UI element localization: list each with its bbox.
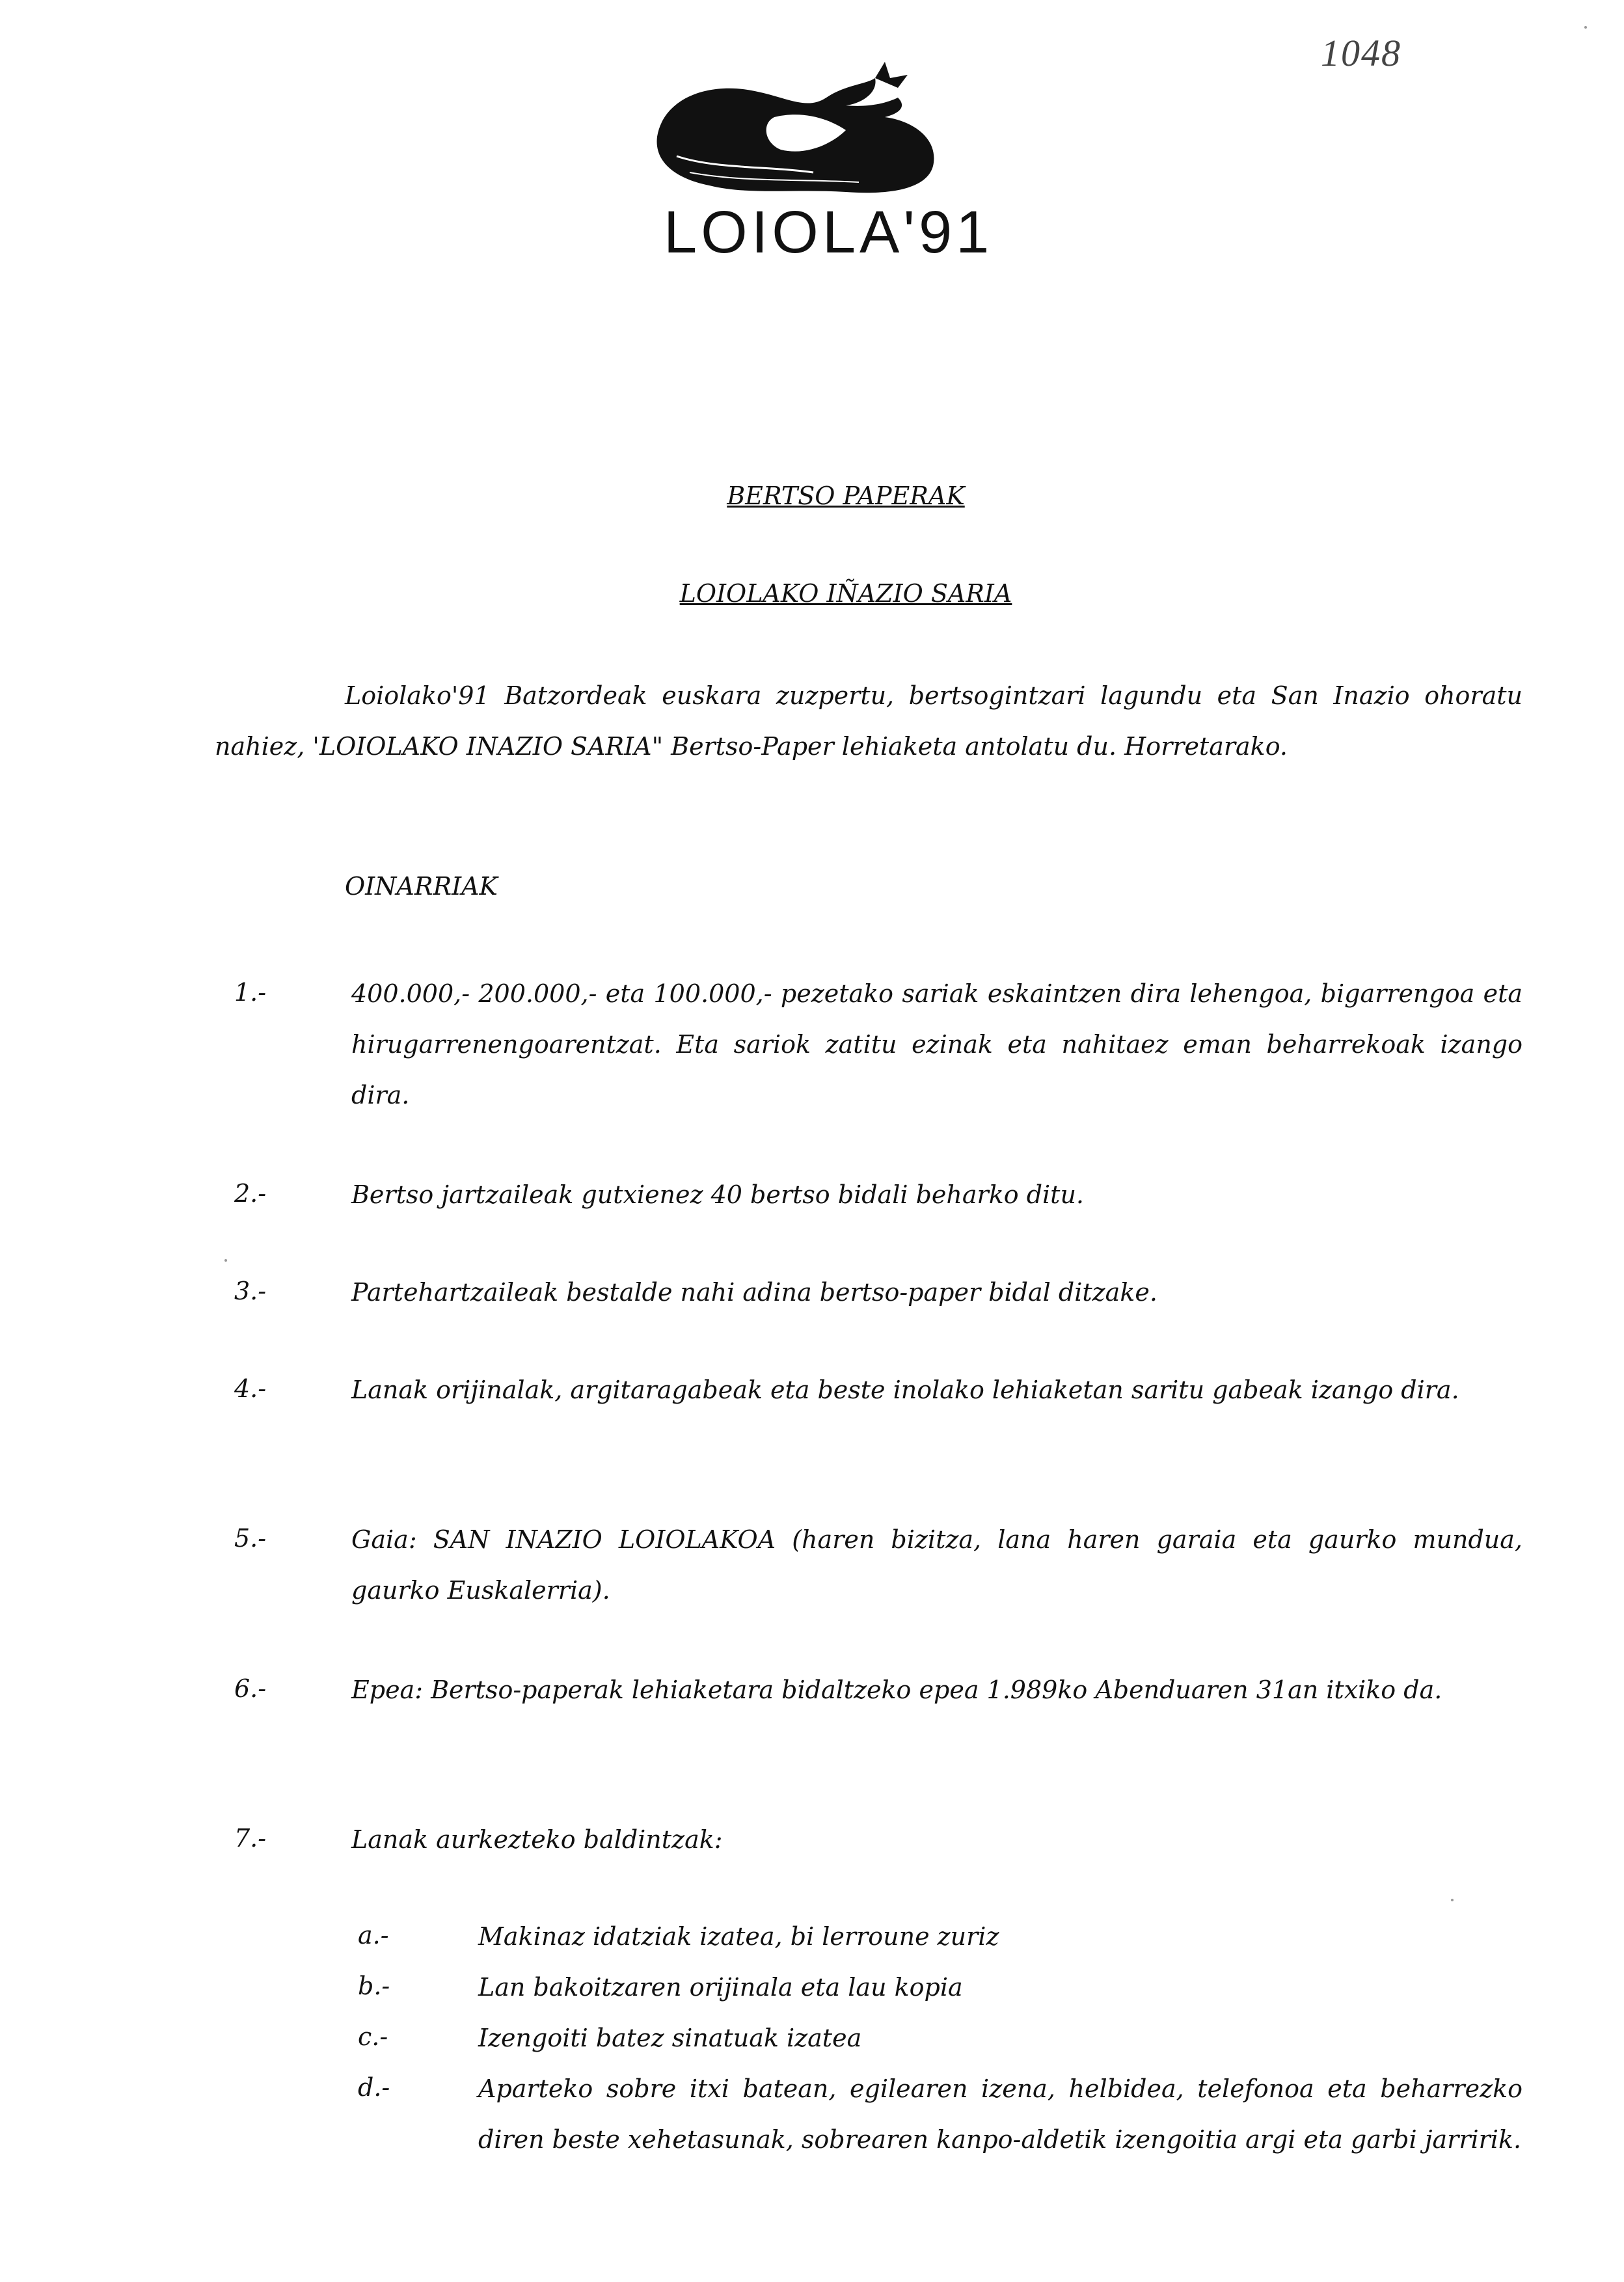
item-text: Lanak orijinalak, argitaragabeak eta beste inolako lehiaketan saritu gabeak izango dira.	[351, 1376, 1459, 1404]
item-text: 400.000,- 200.000,- eta 100.000,- pezetako sariak eskaintzen dira lehengoa, bigarrengoa eta hirugarrenengoarentzat. Eta sariok zatitu ezinak eta nahitaez eman beharrekoak izango dira.	[351, 979, 1522, 1109]
subitem-text: Izengoiti batez sinatuak izatea	[478, 2024, 862, 2052]
scan-speck	[224, 1259, 227, 1262]
item-text: Epea: Bertso-paperak lehiaketara bidaltzeko epea 1.989ko Abenduaren 31an itxiko da.	[351, 1676, 1442, 1704]
item-number: 3.-	[234, 1277, 267, 1305]
item-number: 4.-	[234, 1374, 267, 1403]
document-title: BERTSO PAPERAK	[727, 482, 965, 510]
item-text: Gaia: SAN INAZIO LOIOLAKOA (haren bizitza, lana haren garaia eta gaurko mundua, gaurko Euskalerria).	[351, 1525, 1522, 1605]
item-text: Lanak aurkezteko baldintzak:	[351, 1825, 723, 1854]
handwritten-page-number: 1048	[1321, 32, 1401, 74]
scan-speck	[1584, 26, 1587, 29]
item-text: Bertso jartzaileak gutxienez 40 bertso bidali beharko ditu.	[351, 1180, 1084, 1209]
subitem-letter: b.-	[358, 1972, 390, 2000]
subitem-text: Makinaz idatziak izatea, bi lerroune zuriz	[478, 1922, 999, 1951]
scan-speck	[1451, 1899, 1454, 1901]
logo-text: LOIOLA'91	[664, 199, 994, 265]
intro-paragraph	[215, 670, 1522, 772]
subitem-letter: a.-	[358, 1921, 389, 1949]
subitem-letter: c.-	[358, 2022, 388, 2051]
loiola-logo	[651, 59, 950, 208]
item-number: 6.-	[234, 1674, 267, 1703]
document-subtitle: LOIOLAKO IÑAZIO SARIA	[679, 579, 1012, 608]
subitem-letter: d.-	[358, 2073, 390, 2102]
item-number: 2.-	[234, 1179, 267, 1208]
subitem-text: Aparteko sobre itxi batean, egilearen izena, helbidea, telefonoa eta beharrezko diren beste xehetasunak, sobrearen kanpo-aldetik izengoitia argi eta garbi jarririk.	[478, 2074, 1522, 2154]
item-text: Partehartzaileak bestalde nahi adina bertso-paper bidal ditzake.	[351, 1278, 1157, 1307]
item-number: 7.-	[234, 1824, 267, 1853]
subitem-text: Lan bakoitzaren orijinala eta lau kopia	[478, 1973, 963, 2002]
item-number: 1.-	[234, 978, 267, 1007]
item-number: 5.-	[234, 1524, 267, 1553]
intro-text: Loiolako'91 Batzordeak euskara zuzpertu, bertsogintzari lagundu eta San Inazio ohoratu nahiez, 'LOIOLAKO INAZIO SARIA" Bertso-Paper lehiaketa antolatu du. Horretarako.	[215, 681, 1522, 761]
section-heading: OINARRIAK	[345, 872, 498, 901]
